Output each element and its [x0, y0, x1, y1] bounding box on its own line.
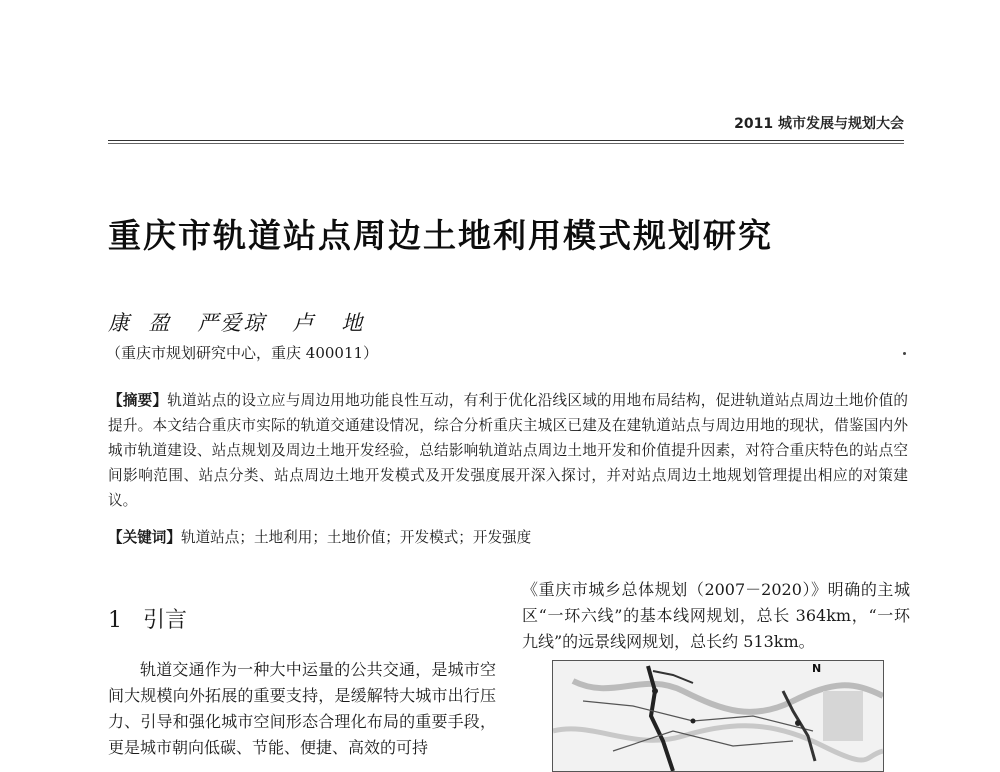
paper-authors: 康 盈 严爱琼 卢 地	[108, 311, 365, 335]
body-paragraph-left: 轨道交通作为一种大中运量的公共交通，是城市空间大规模向外拓展的重要支持，是缓解特大城市出行压力、引导和强化城市空间形态合理化布局的重要手段，更是城市朝向低碳、节能、便捷、高效的可持	[108, 660, 496, 757]
keywords-text: 轨道站点；土地利用；土地价值；开发模式；开发强度	[180, 529, 532, 546]
north-arrow-label: N	[812, 662, 822, 675]
header-rule	[108, 140, 904, 141]
header-rule-thin	[108, 143, 904, 144]
abstract-text: 轨道站点的设立应与周边用地功能良性互动，有利于优化沿线区域的用地布局结构，促进轨道站点周边土地价值的提升。本文结合重庆市实际的轨道交通建设情况，综合分析重庆主城区已建及在建轨道站点与周边用地的现状，借鉴国内外城市轨道建设、站点规划及周边土地开发经验，总结影响轨道站点周边土地开发和价值提升因素，对符合重庆特色的站点空间影响范围、站点分类、站点周边土地开发模式及开发强度展开深入探讨，并对站点周边土地规划管理提出相应的对策建议。	[108, 392, 908, 509]
keywords	[108, 526, 531, 547]
paper-affiliation: （重庆市规划研究中心，重庆 400011）	[106, 344, 379, 362]
keywords-label: 【关键词】	[108, 529, 181, 546]
abstract	[108, 388, 908, 513]
rail-network-map-graphic	[553, 661, 883, 771]
section-heading: 1 引言	[108, 608, 187, 633]
paper-title: 重庆市轨道站点周边土地利用模式规划研究	[108, 216, 773, 255]
conference-header: 2011 城市发展与规划大会	[734, 116, 904, 132]
rail-network-map-figure	[552, 660, 884, 772]
abstract-label: 【摘要】	[108, 392, 168, 409]
scan-speck	[903, 352, 906, 355]
body-paragraph-right: 《重庆市城乡总体规划（2007－2020）》明确的主城区“一环六线”的基本线网规划，总长 364km，“一环九线”的远景线网规划，总长约 513km。	[522, 580, 910, 651]
